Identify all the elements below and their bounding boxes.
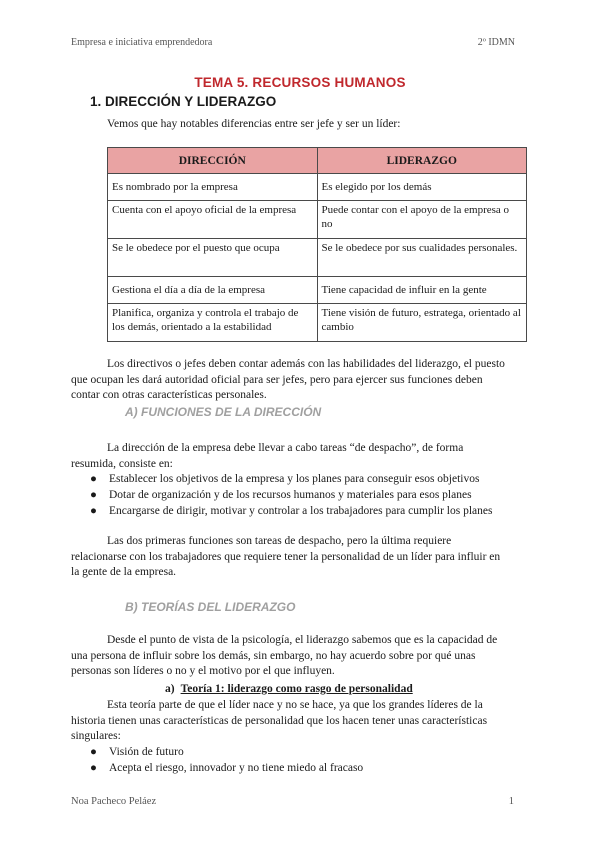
subheading-teorias: B) TEORÍAS DEL LIDERAZGO [125, 600, 296, 614]
list-item-text: Establecer los objetivos de la empresa y los planes para conseguir esos objetivos [109, 473, 480, 485]
bullet-icon: ● [90, 746, 97, 758]
paragraph-directivos [71, 357, 531, 404]
table-row [108, 277, 527, 304]
paragraph-teoria [71, 698, 531, 745]
section-number: 1. [90, 94, 102, 109]
table-cell: Tiene visión de futuro, estratega, orientado al cambio [317, 304, 527, 342]
paragraph-line: Las dos primeras funciones son tareas de despacho, pero la última requiere [107, 535, 452, 547]
table-header-direccion: DIRECCIÓN [108, 148, 318, 174]
table-cell: Gestiona el día a día de la empresa [108, 277, 318, 304]
list-item-text: Encargarse de dirigir, motivar y controlar a los trabajadores para cumplir los planes [109, 505, 493, 517]
paragraph-line: Desde el punto de vista de la psicología, el liderazgo sabemos que es la capacidad de [107, 634, 498, 646]
paragraph-line: que ocupan les dará autoridad oficial para ser jefes, pero para ejercer sus funciones deben [71, 373, 483, 386]
paragraph-direccion [71, 441, 531, 472]
page-number: 1 [508, 796, 514, 807]
list-item [90, 744, 363, 760]
section-heading [90, 94, 276, 109]
paragraph-line: contar con otras características personales. [71, 389, 267, 402]
bullet-icon: ● [90, 762, 97, 774]
bullet-icon: ● [90, 505, 97, 517]
footer-author: Noa Pacheco Peláez [71, 796, 157, 807]
paragraph-line: historia tienen unas características de personalidad que los hacen tener unas características [71, 714, 488, 727]
bullet-icon: ● [90, 489, 97, 501]
paragraph-line: la gente de la empresa. [71, 566, 177, 579]
paragraph-line: Los directivos o jefes deben contar además con las habilidades del liderazgo, el puesto [107, 358, 505, 370]
table-cell: Es elegido por los demás [317, 174, 527, 201]
bullet-icon: ● [90, 473, 97, 485]
header-left-text: Empresa e iniciativa emprendedora [71, 37, 213, 48]
paragraph-funciones [71, 534, 531, 581]
table-row [108, 201, 527, 239]
list-item-text: Dotar de organización y de los recursos humanos y materiales para esos planes [109, 489, 472, 501]
table-row [108, 304, 527, 342]
paragraph-psicologia [71, 633, 531, 680]
list-item [90, 760, 363, 776]
list-item [90, 503, 492, 519]
page-title: TEMA 5. RECURSOS HUMANOS [194, 75, 406, 90]
functions-list [90, 471, 492, 519]
table-row [108, 239, 527, 277]
traits-list [90, 744, 363, 776]
table-cell: Es nombrado por la empresa [108, 174, 318, 201]
paragraph-line: La dirección de la empresa debe llevar a cabo tareas “de despacho”, de forma [107, 442, 464, 454]
table-cell: Puede contar con el apoyo de la empresa o no [317, 201, 527, 239]
paragraph-line: singulares: [71, 730, 121, 743]
subheading-funciones: A) FUNCIONES DE LA DIRECCIÓN [125, 405, 322, 419]
table-cell: Tiene capacidad de influir en la gente [317, 277, 527, 304]
table-cell: Se le obedece por el puesto que ocupa [108, 239, 318, 277]
paragraph-line: una persona de influir sobre los demás, sin embargo, no hay acuerdo sobre por qué unas [71, 649, 476, 662]
list-item-text: Visión de futuro [109, 746, 184, 758]
table-cell: Cuenta con el apoyo oficial de la empresa [108, 201, 318, 239]
list-item [90, 471, 492, 487]
paragraph-line: relacionarse con los trabajadores que requiere tener la personalidad de un líder para influir en [71, 550, 501, 563]
table-cell: Planifica, organiza y controla el trabajo de los demás, orientado a la estabilidad [108, 304, 318, 342]
comparison-table [107, 147, 527, 342]
table-cell: Se le obedece por sus cualidades personales. [317, 239, 527, 277]
paragraph-line: personas son líderes o no y el motivo por el que influyen. [71, 665, 335, 678]
section-heading-text: DIRECCIÓN Y LIDERAZGO [105, 94, 277, 109]
paragraph-line: Esta teoría parte de que el líder nace y no se hace, ya que los grandes líderes de la [107, 699, 483, 711]
table-row [108, 174, 527, 201]
theory-heading [165, 683, 413, 695]
list-item [90, 487, 492, 503]
table-header-liderazgo: LIDERAZGO [317, 148, 527, 174]
intro-paragraph: Vemos que hay notables diferencias entre ser jefe y ser un líder: [107, 118, 401, 130]
theory-title: Teoría 1: liderazgo como rasgo de personalidad [180, 683, 413, 695]
table-header-row [108, 148, 527, 174]
paragraph-line: resumida, consiste en: [71, 457, 173, 470]
header-right-text: 2º IDMN [477, 37, 515, 48]
list-item-text: Acepta el riesgo, innovador y no tiene miedo al fracaso [109, 762, 364, 774]
theory-marker: a) [165, 683, 175, 695]
